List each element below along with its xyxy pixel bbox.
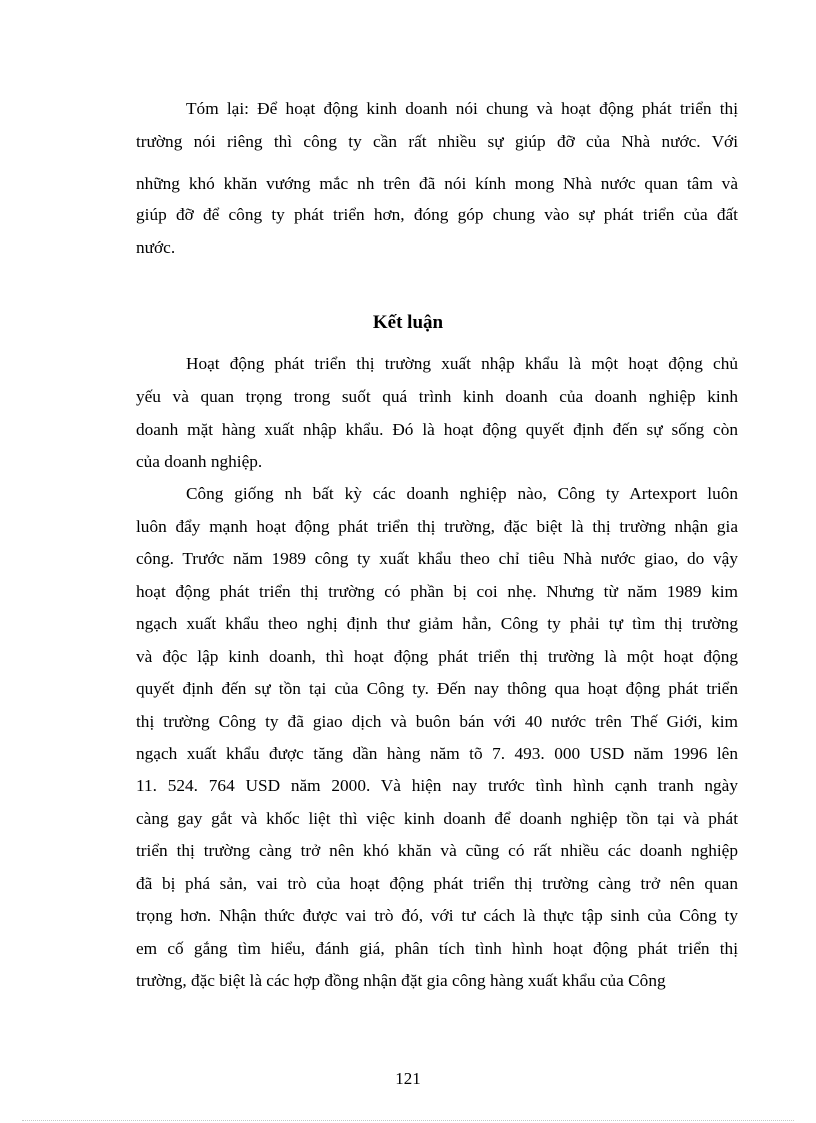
paragraph-line: Tóm lại: Để hoạt động kinh doanh nói chung và hoạt động phát triển thị	[186, 99, 738, 118]
paragraph-line: và độc lập kinh doanh, thì hoạt động phát triển thị trường là một hoạt động	[136, 647, 738, 666]
paragraph-line: của doanh nghiệp.	[136, 452, 263, 471]
paragraph-line: trọng hơn. Nhận thức được vai trò đó, với tư cách là thực tập sinh của Công ty	[136, 906, 738, 925]
paragraph-line: ngạch xuất khẩu theo nghị định thư giảm hẳn, Công ty phải tự tìm thị trường	[136, 614, 738, 633]
paragraph-line: thị trường Công ty đã giao dịch và buôn bán với 40 nước trên Thế Giới, kim	[136, 712, 738, 731]
paragraph-line: Công giống nh bất kỳ các doanh nghiệp nào, Công ty Artexport luôn	[186, 484, 738, 503]
paragraph-line: trường, đặc biệt là các hợp đồng nhận đặt gia công hàng xuất khẩu của Công	[136, 971, 666, 990]
paragraph-line: trường nói riêng thì công ty cần rất nhiều sự giúp đỡ của Nhà nước. Với	[136, 132, 738, 151]
paragraph-line: công. Trước năm 1989 công ty xuất khẩu theo chỉ tiêu Nhà nước giao, do vậy	[136, 549, 738, 568]
paragraph-line: triển thị trường càng trở nên khó khăn và cũng có rất nhiều các doanh nghiệp	[136, 841, 738, 860]
paragraph-line: những khó khăn vướng mắc nh trên đã nói kính mong Nhà nước quan tâm và	[136, 174, 738, 193]
paragraph-line: hoạt động phát triển thị trường có phần bị coi nhẹ. Nhưng từ năm 1989 kim	[136, 582, 738, 601]
paragraph-line: yếu và quan trọng trong suốt quá trình kinh doanh của doanh nghiệp kinh	[136, 387, 738, 406]
paragraph-line: càng gay gắt và khốc liệt thì việc kinh doanh để doanh nghiệp tồn tại và phát	[136, 809, 738, 828]
paragraph-line: Hoạt động phát triển thị trường xuất nhập khẩu là một hoạt động chủ	[186, 354, 738, 373]
paragraph-line: 11. 524. 764 USD năm 2000. Và hiện nay trước tình hình cạnh tranh ngày	[136, 776, 738, 795]
page-bottom-rule	[22, 1120, 794, 1121]
paragraph-line: quyết định đến sự tồn tại của Công ty. Đến nay thông qua hoạt động phát triển	[136, 679, 738, 698]
paragraph-line: nước.	[136, 238, 176, 257]
section-heading: Kết luận	[372, 312, 444, 333]
paragraph-line: luôn đẩy mạnh hoạt động phát triển thị trường, đặc biệt là thị trường nhận gia	[136, 517, 738, 536]
paragraph-line: em cố gắng tìm hiểu, đánh giá, phân tích tình hình hoạt động phát triển thị	[136, 939, 738, 958]
paragraph-line: đã bị phá sản, vai trò của hoạt động phát triển thị trường càng trở nên quan	[136, 874, 738, 893]
paragraph-line: ngạch xuất khẩu được tăng dần hàng năm tõ 7. 493. 000 USD năm 1996 lên	[136, 744, 738, 763]
paragraph-line: doanh mặt hàng xuất nhập khẩu. Đó là hoạt động quyết định đến sự sống còn	[136, 420, 738, 439]
paragraph-line: giúp đỡ để công ty phát triển hơn, đóng góp chung vào sự phát triển của đất	[136, 205, 738, 224]
page-number: 121	[395, 1069, 421, 1088]
